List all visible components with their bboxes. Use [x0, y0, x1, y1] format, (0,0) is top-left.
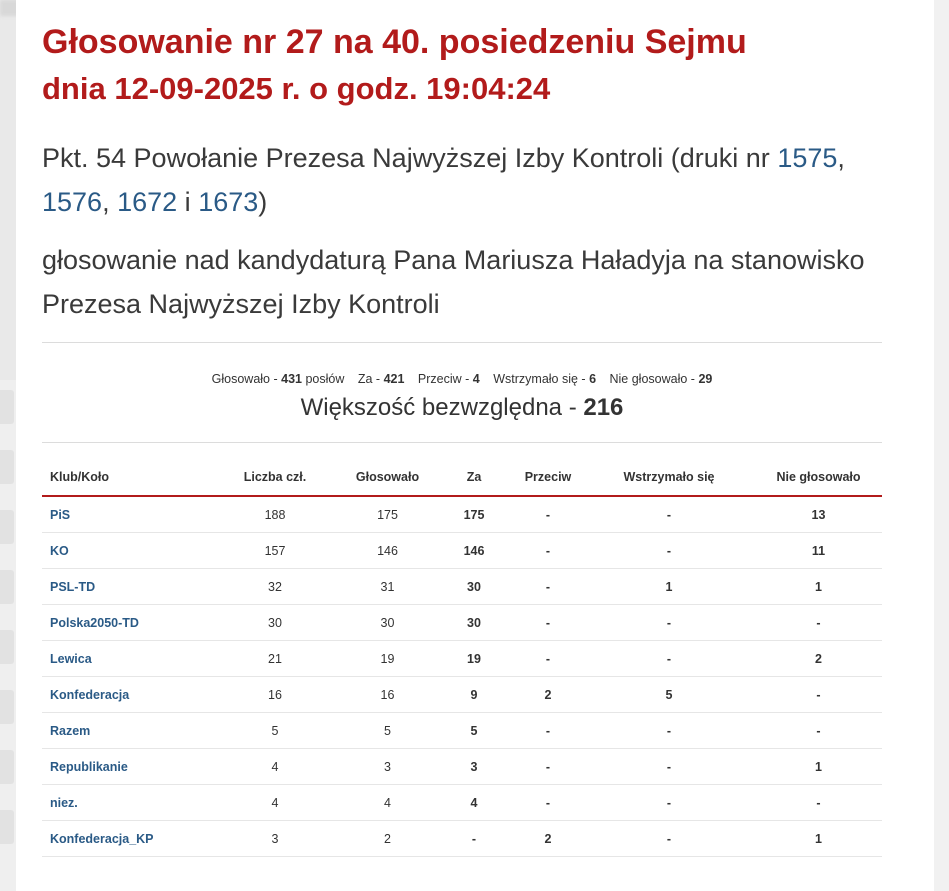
- cell-for: -: [435, 821, 513, 857]
- table-row: [42, 713, 882, 749]
- right-gutter: [934, 0, 949, 891]
- cell-members: 4: [210, 749, 340, 785]
- table-row: [42, 785, 882, 821]
- table-row: [42, 605, 882, 641]
- cell-abstain: -: [583, 785, 755, 821]
- cell-absent: -: [755, 677, 882, 713]
- cell-against: -: [513, 749, 583, 785]
- cell-members: 16: [210, 677, 340, 713]
- club-link[interactable]: Lewica: [42, 641, 210, 677]
- page-title: Głosowanie nr 27 na 40. posiedzeniu Sejmu: [42, 23, 747, 61]
- cell-members: 32: [210, 569, 340, 605]
- vote-summary: [42, 372, 882, 386]
- cell-members: 188: [210, 496, 340, 533]
- cell-against: -: [513, 713, 583, 749]
- cell-against: -: [513, 641, 583, 677]
- cell-voted: 16: [340, 677, 435, 713]
- cell-against: -: [513, 569, 583, 605]
- cell-absent: -: [755, 713, 882, 749]
- cell-voted: 175: [340, 496, 435, 533]
- cell-members: 4: [210, 785, 340, 821]
- summary-absent: Nie głosowało - 29: [609, 372, 713, 386]
- vote-description: głosowanie nad kandydaturą Pana Mariusza Haładyja na stanowisko Prezesa Najwyższej Izby Kontroli: [42, 245, 865, 319]
- club-link[interactable]: Razem: [42, 713, 210, 749]
- cell-absent: 2: [755, 641, 882, 677]
- cell-for: 175: [435, 496, 513, 533]
- cell-voted: 19: [340, 641, 435, 677]
- cell-for: 30: [435, 605, 513, 641]
- table-row: [42, 677, 882, 713]
- cell-members: 3: [210, 821, 340, 857]
- cell-voted: 31: [340, 569, 435, 605]
- agenda-topic: [42, 136, 892, 224]
- cell-for: 4: [435, 785, 513, 821]
- cell-absent: -: [755, 605, 882, 641]
- club-link[interactable]: Konfederacja_KP: [42, 821, 210, 857]
- print-link-2[interactable]: 1576: [42, 187, 103, 217]
- cell-absent: -: [755, 785, 882, 821]
- print-link-4[interactable]: 1673: [198, 187, 259, 217]
- club-link[interactable]: PiS: [42, 496, 210, 533]
- cell-for: 5: [435, 713, 513, 749]
- cell-absent: 13: [755, 496, 882, 533]
- club-link[interactable]: KO: [42, 533, 210, 569]
- table-row: [42, 533, 882, 569]
- col-voted[interactable]: Głosowało: [340, 459, 435, 496]
- col-absent[interactable]: Nie głosowało: [755, 459, 882, 496]
- club-link[interactable]: niez.: [42, 785, 210, 821]
- side-gutter: [0, 380, 16, 891]
- cell-voted: 2: [340, 821, 435, 857]
- divider: [42, 342, 882, 343]
- topic-prefix: Pkt. 54 Powołanie Prezesa Najwyższej Izby Kontroli (druki nr: [42, 143, 778, 173]
- absolute-majority: Większość bezwzględna - 216: [300, 394, 624, 421]
- cell-abstain: -: [583, 821, 755, 857]
- col-against[interactable]: Przeciw: [513, 459, 583, 496]
- topic-separator: i: [177, 187, 199, 217]
- cell-abstain: -: [583, 713, 755, 749]
- club-link[interactable]: Republikanie: [42, 749, 210, 785]
- cell-absent: 11: [755, 533, 882, 569]
- cell-abstain: -: [583, 641, 755, 677]
- cell-members: 5: [210, 713, 340, 749]
- table-row: [42, 821, 882, 857]
- cell-members: 30: [210, 605, 340, 641]
- content-panel: [16, 0, 934, 891]
- summary-abstain: Wstrzymało się - 6: [493, 372, 597, 386]
- summary-for: Za - 421: [357, 372, 405, 386]
- print-link-3[interactable]: 1672: [117, 187, 178, 217]
- topic-separator: ,: [837, 143, 845, 173]
- cell-voted: 146: [340, 533, 435, 569]
- cell-members: 157: [210, 533, 340, 569]
- cell-members: 21: [210, 641, 340, 677]
- cell-against: 2: [513, 677, 583, 713]
- results-table: [42, 459, 882, 857]
- cell-abstain: 5: [583, 677, 755, 713]
- table-header-row: [42, 459, 882, 496]
- page-subtitle: dnia 12-09-2025 r. o godz. 19:04:24: [42, 71, 551, 106]
- cell-for: 19: [435, 641, 513, 677]
- topic-suffix: ): [258, 187, 268, 217]
- cell-for: 3: [435, 749, 513, 785]
- cell-against: 2: [513, 821, 583, 857]
- cell-absent: 1: [755, 749, 882, 785]
- cell-against: -: [513, 496, 583, 533]
- cell-abstain: -: [583, 533, 755, 569]
- summary-voted: Głosowało - 431 posłów: [211, 372, 345, 386]
- table-row: [42, 569, 882, 605]
- print-link-1[interactable]: 1575: [777, 143, 838, 173]
- club-link[interactable]: PSL-TD: [42, 569, 210, 605]
- cell-absent: 1: [755, 821, 882, 857]
- table-row: [42, 641, 882, 677]
- cell-for: 9: [435, 677, 513, 713]
- cell-voted: 5: [340, 713, 435, 749]
- table-row: [42, 496, 882, 533]
- cell-abstain: 1: [583, 569, 755, 605]
- col-members[interactable]: Liczba czł.: [210, 459, 340, 496]
- topic-separator: ,: [102, 187, 118, 217]
- cell-for: 30: [435, 569, 513, 605]
- cell-for: 146: [435, 533, 513, 569]
- col-club[interactable]: Klub/Koło: [42, 459, 210, 496]
- cell-abstain: -: [583, 496, 755, 533]
- cell-absent: 1: [755, 569, 882, 605]
- cell-abstain: -: [583, 749, 755, 785]
- club-link[interactable]: Polska2050-TD: [42, 605, 210, 641]
- divider: [42, 442, 882, 443]
- cell-voted: 4: [340, 785, 435, 821]
- cell-against: -: [513, 785, 583, 821]
- club-link[interactable]: Konfederacja: [42, 677, 210, 713]
- table-row: [42, 749, 882, 785]
- cell-voted: 30: [340, 605, 435, 641]
- cell-abstain: -: [583, 605, 755, 641]
- cell-voted: 3: [340, 749, 435, 785]
- col-for[interactable]: Za: [435, 459, 513, 496]
- summary-against: Przeciw - 4: [417, 372, 480, 386]
- col-abstain[interactable]: Wstrzymało się: [583, 459, 755, 496]
- cell-against: -: [513, 533, 583, 569]
- cell-against: -: [513, 605, 583, 641]
